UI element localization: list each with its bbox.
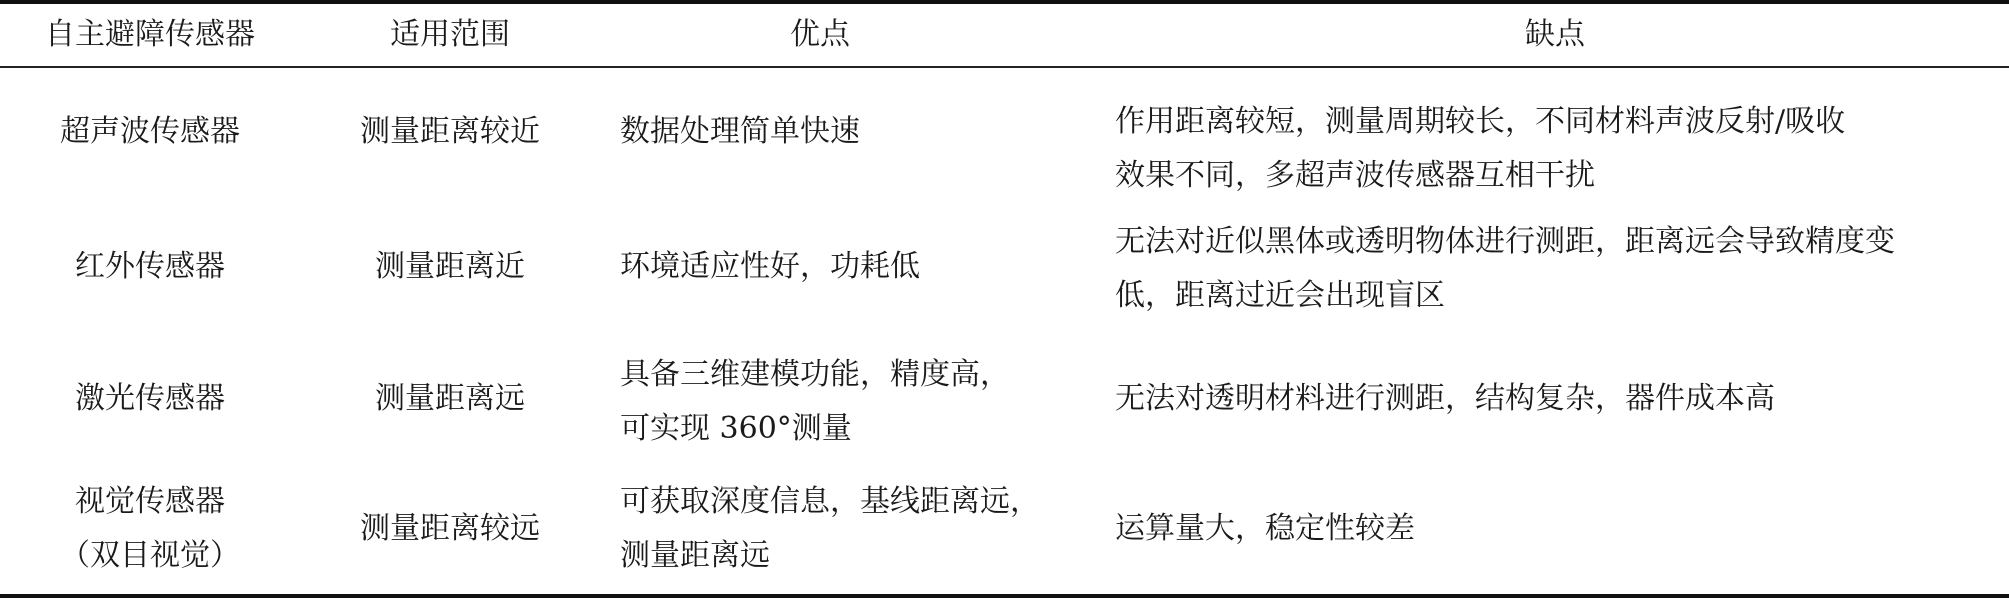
- row4-sensor-line2: （双目视觉）: [60, 538, 240, 573]
- row3-range: 测量距离远: [375, 381, 525, 416]
- row1-cons-line2: 效果不同，多超声波传感器互相干扰: [1115, 158, 1595, 193]
- row4-pros-line1: 可获取深度信息，基线距离远，: [620, 484, 1040, 519]
- row4-range: 测量距离较远: [360, 511, 540, 546]
- row2-cons-line1: 无法对近似黑体或透明物体进行测距，距离远会导致精度变: [1115, 224, 1895, 259]
- row4-sensor-line1: 视觉传感器: [75, 484, 225, 519]
- row4-pros: [620, 475, 1040, 583]
- row3-sensor: 激光传感器: [75, 381, 225, 416]
- row2-range: 测量距离近: [375, 249, 525, 284]
- table-header-rule: [0, 66, 2009, 68]
- row1-cons-line1: 作用距离较短，测量周期较长，不同材料声波反射/吸收: [1115, 104, 1846, 139]
- row3-pros: [620, 348, 1020, 456]
- row4-sensor: [0, 475, 300, 583]
- row4-cons: 运算量大，稳定性较差: [1115, 511, 1415, 546]
- row4-pros-line2: 测量距离远: [620, 538, 770, 573]
- row3-cons: 无法对透明材料进行测距，结构复杂，器件成本高: [1115, 381, 1775, 416]
- row3-pros-line1: 具备三维建模功能，精度高，: [620, 357, 1010, 392]
- row2-sensor: 红外传感器: [75, 249, 225, 284]
- table-bottom-rule: [0, 594, 2009, 598]
- row1-pros: 数据处理简单快速: [620, 114, 860, 149]
- header-cons: 缺点: [1525, 17, 1585, 52]
- header-sensor: 自主避障传感器: [45, 17, 255, 52]
- header-pros: 优点: [790, 17, 850, 52]
- row2-pros: 环境适应性好，功耗低: [620, 249, 920, 284]
- row1-cons: [1115, 95, 1995, 203]
- row2-cons: [1115, 215, 1995, 323]
- header-range: 适用范围: [390, 17, 510, 52]
- row3-pros-line2: 可实现 360°测量: [620, 411, 852, 446]
- row1-range: 测量距离较近: [360, 114, 540, 149]
- row2-cons-line2: 低，距离过近会出现盲区: [1115, 278, 1445, 313]
- row1-sensor: 超声波传感器: [60, 114, 240, 149]
